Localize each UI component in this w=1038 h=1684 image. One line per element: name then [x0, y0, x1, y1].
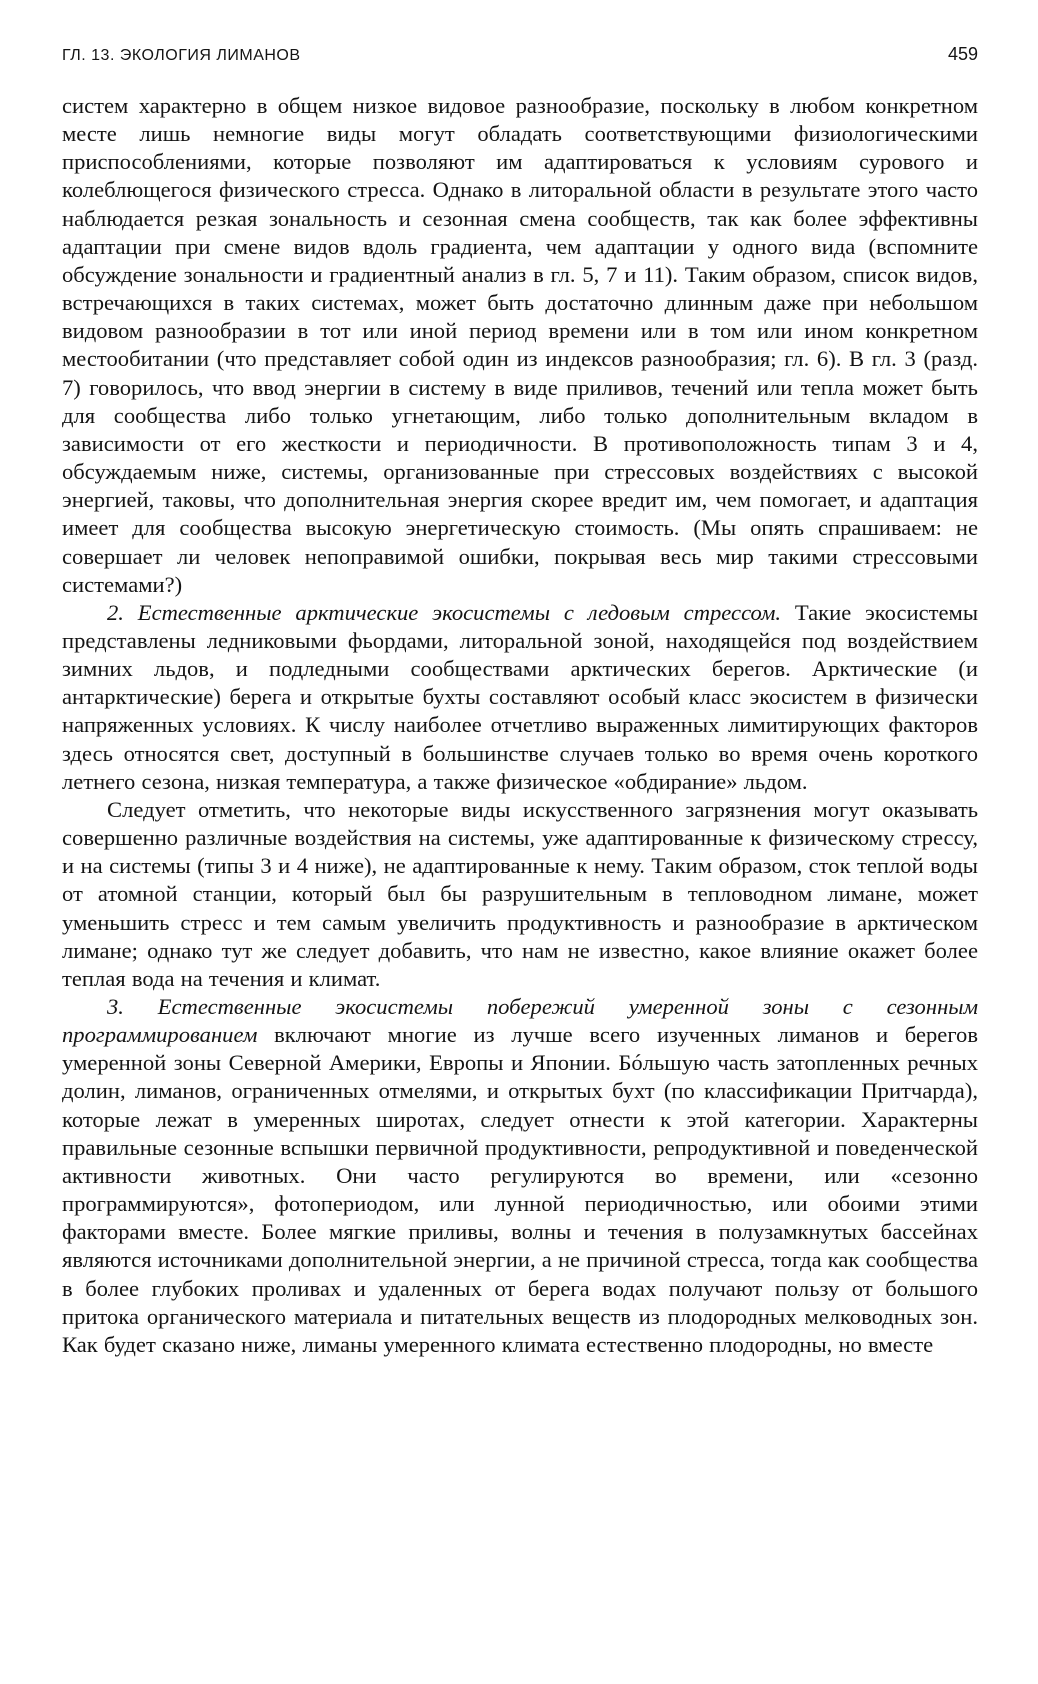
paragraph-continuation: [62, 92, 978, 599]
paragraph-text: Следует отметить, что некоторые виды искусственного загрязнения могут оказывать совершенно различные воздействия на системы, уже адаптированные к физическому стрессу, и на системы (типы 3 и 4 ниже), не адаптированные к нему. Таким образом, сток теплой воды от атомной станции, который был бы разрушительным в тепловодном лимане, может уменьшить стресс и тем самым увеличить продуктивность и разнообразие в арктическом лимане; однако тут же следует добавить, что нам не известно, какое влияние окажет более теплая вода на течения и климат.: [62, 796, 978, 991]
paragraph-temperate-ecosystems: [62, 993, 978, 1359]
paragraph-lead: 2. Естественные арктические экосистемы с ледовым стрессом.: [107, 599, 782, 625]
paragraph-lead: 3. Естественные экосистемы побережий умеренной зоны с сезонным программированием: [62, 994, 978, 1048]
body-text: [62, 92, 978, 1359]
paragraph-text: Такие экосистемы представлены ледниковыми фьордами, литоральной зоной, находящейся под воздействием зимних льдов, и подледными сообществами арктических берегов. Арктические (и антарктические) берега и открытые бухты составляют особый класс экосистем в физически напряженных условиях. К числу наиболее отчетливо выраженных лимитирующих факторов здесь относятся свет, доступный в большинстве случаев только во время очень короткого летнего сезона, низкая температура, а также физическое «обдирание» льдом.: [62, 599, 978, 794]
running-title: ГЛ. 13. ЭКОЛОГИЯ ЛИМАНОВ: [62, 47, 301, 64]
paragraph-text: включают многие из лучше всего изученных лиманов и берегов умеренной зоны Северной Америки, Европы и Японии. Бóльшую часть затопленных речных долин, лиманов, ограниченных отмелями, и открытых бухт (по классификации Притчарда), которые лежат в умеренных широтах, следует отнести к этой категории. Характерны правильные сезонные вспышки первичной продуктивности, репродуктивной и поведенческой активности животных. Они часто регулируются во времени, или «сезонно программируются», фотопериодом, или лунной периодичностью, или обоими этими факторами вместе. Более мягкие приливы, волны и течения в полузамкнутых бассейнах являются источниками дополнительной энергии, а не причиной стресса, тогда как сообщества в более глубоких проливах и удаленных от берега водах получают пользу от большого притока органического материала и питательных веществ из плодородных мелководных зон. Как будет сказано ниже, лиманы умеренного климата естественно плодородны, но вместе: [62, 1022, 978, 1357]
page-number: 459: [947, 44, 978, 64]
paragraph-text: систем характерно в общем низкое видовое разнообразие, поскольку в любом конкретном месте лишь немногие виды могут обладать соответствующими физиологическими приспособлениями, которые позволяют им адаптироваться к условиям сурового и колеблющегося физического стресса. Однако в литоральной области в результате этого часто наблюдается резкая зональность и сезонная смена сообществ, так как более эффективны адаптации при смене видов вдоль градиента, чем адаптации у одного вида (вспомните обсуждение зональности и градиентный анализ в гл. 5, 7 и 11). Таким образом, список видов, встречающихся в таких системах, может быть достаточно длинным даже при небольшом видовом разнообразии в тот или иной период времени или в том или ином конкретном местообитании (что представляет собой один из индексов разнообразия; гл. 6). В гл. 3 (разд. 7) говорилось, что ввод энергии в систему в виде приливов, течений или тепла может быть для сообщества либо только угнетающим, либо только дополнительным вкладом в зависимости от его жесткости и периодичности. В противоположность типам 3 и 4, обсуждаемым ниже, системы, организованные при стрессовых воздействиях с высокой энергией, таковы, что дополнительная энергия скорее вредит им, чем помогает, и адаптация имеет для сообщества высокую энергетическую стоимость. (Мы опять спрашиваем: не совершает ли человек непоправимой ошибки, покрывая весь мир такими стрессовыми системами?): [62, 93, 978, 597]
paragraph-pollution-note: [62, 796, 978, 993]
paragraph-arctic-ecosystems: [62, 599, 978, 796]
page-header: [62, 44, 978, 78]
